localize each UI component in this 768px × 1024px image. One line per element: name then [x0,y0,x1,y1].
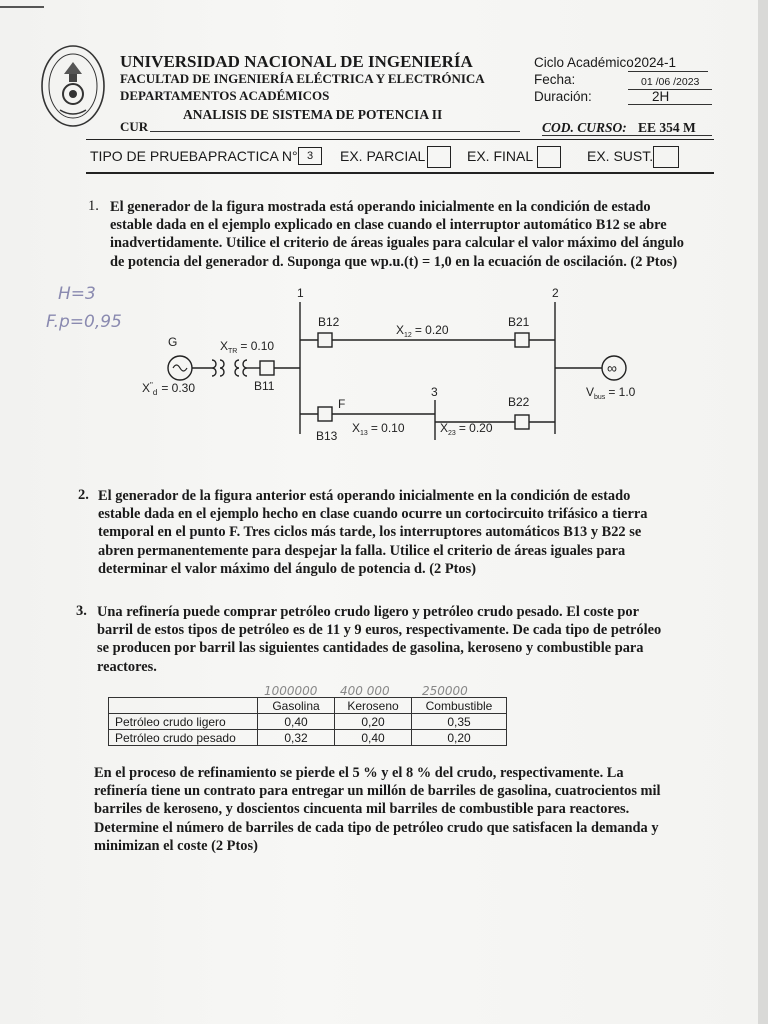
q3-line: Una refinería puede comprar petróleo crudo ligero y petróleo crudo pesado. El coste por [97,604,639,620]
q3-line: En el proceso de refinamiento se pierde el 5 % y el 8 % del crudo, respectivamente. La [94,765,624,781]
duration-underline [628,104,712,105]
test-type-row [90,146,730,170]
q1-line: de potencia del generador d. Suponga que wp.u.(t) = 1,0 en la ecuación de oscilación. (2 Ptos) [110,253,678,270]
practica-number: 3 [306,150,314,162]
table-cell: 0,40 [258,714,335,730]
f-label: F [338,397,346,411]
breaker-b22 [515,415,529,429]
b11-label: B11 [254,379,275,393]
cycle-underline [628,71,708,72]
bus1-label: 1 [297,286,304,300]
q1-text [110,198,730,271]
table-cell: Petróleo crudo ligero [109,714,258,730]
q3-number: 3. [76,603,87,619]
university-name: UNIVERSIDAD NACIONAL DE INGENIERÍA [120,52,473,71]
q1-number: 1. [88,198,99,214]
date-label: Fecha: [534,72,576,87]
x13-label: $X_{13} = 0.10$ [352,421,405,437]
university-seal-logo [40,44,106,128]
cur-underline [150,131,520,132]
code-value: EE 354 M [638,120,696,135]
gen-label: G [168,335,178,349]
handwritten-fp: F.p=0,95 [46,312,122,332]
table-row [109,730,507,746]
q1-line: El generador de la figura mostrada está operando inicialmente en la condición de estado [110,199,651,215]
course-title: ANALISIS DE SISTEMA DE POTENCIA II [183,107,443,122]
breaker-b12 [318,333,332,347]
breaker-b21 [515,333,529,347]
q2-line: abren permanentemente para despejar la falla. Utilice el criterio de áreas iguales para [98,542,626,559]
table-header-cell: Gasolina [258,698,335,714]
hand-quantity-combustible: 250000 [422,684,468,698]
q3-line: Determine el número de barriles de cada tipo de petróleo crudo que satisfacen la demanda y [94,819,659,836]
q3-line: se producen por barril las siguientes cantidades de gasolina, keroseno y combustible para [97,640,644,657]
x23-label: $X_{23} = 0.20$ [440,421,493,437]
b21-label: B21 [508,315,530,329]
table-cell: 0,35 [412,714,507,730]
practica-number-box[interactable] [298,147,322,165]
q3-line: minimizan el coste (2 Ptos) [94,837,258,854]
table-cell: 0,40 [335,730,412,746]
sust-checkbox[interactable] [653,146,679,168]
table-row [109,714,507,730]
q2-number: 2. [78,487,89,503]
q3-text-b [94,764,730,855]
table-cell: 0,20 [335,714,412,730]
departments: DEPARTAMENTOS ACADÉMICOS [120,88,330,103]
b22-label: B22 [508,395,530,409]
parcial-checkbox[interactable] [427,146,451,168]
final-label: EX. FINAL [467,148,534,164]
test-type-label: TIPO DE PRUEBA: [90,148,212,164]
code-label: COD. CURSO: [542,120,627,135]
q2-text [98,487,718,578]
top-mark [0,6,44,8]
table-cell: 0,32 [258,730,335,746]
q3-line: barril de estos tipos de petróleo es de 11 y 9 euros, respectivamente. De cada tipo de petróleo [97,622,662,639]
q2-line: temporal en el punto F. Tres ciclos más tarde, los interruptores automáticos B13 y B22 se [98,524,642,541]
infinite-symbol: ∞ [607,360,617,376]
duration-label: Duración: [534,89,592,104]
table-header-row [109,698,507,714]
q2-line: El generador de la figura anterior está operando inicialmente en la condición de estado [98,488,631,504]
transformer-symbol [212,360,247,376]
vbus-label: $V_{bus} = 1.0$ [586,385,636,401]
bus2-label: 2 [552,286,559,300]
breaker-b13 [318,407,332,421]
final-checkbox[interactable] [537,146,561,168]
q1-line: estable dada en el ejemplo explicado en clase cuando el interruptor automático B12 se abre [110,217,667,234]
table-header-cell: Combustible [412,698,507,714]
faculty-name: FACULTAD DE INGENIERÍA ELÉCTRICA Y ELECTRÓNICA [120,71,485,86]
b12-label: B12 [318,315,340,329]
q2-line: estable dada en el ejemplo hecho en clase cuando ocurre un cortocircuito trifásico a tierra [98,506,648,523]
practica-label: PRACTICA N° [208,148,298,164]
hand-quantity-gasolina: 1000000 [264,684,318,698]
table-header-cell: Keroseno [335,698,412,714]
x12-label: $X_{12} = 0.20$ [396,323,449,339]
table-header-cell [109,698,258,714]
duration-value: 2H [652,89,670,104]
q1-line: inadvertidamente. Utilice el criterio de áreas iguales para calcular el valor máximo del ángulo [110,235,684,252]
parcial-label: EX. PARCIAL [340,148,426,164]
bus3-label: 3 [431,385,438,399]
q2-line: determinar el valor máximo del ángulo de potencia d. (2 Ptos) [98,560,476,577]
hand-quantity-keroseno: 400 000 [340,684,390,698]
cycle-value: 2024-1 [634,55,677,70]
table-cell: 0,20 [412,730,507,746]
code-underline [542,135,712,136]
power-system-diagram [140,282,660,452]
cur-label: CUR [120,119,149,134]
yield-table [108,697,507,746]
xtr-label: $X_{TR} = 0.10$ [220,339,275,355]
q3-text-a [97,603,731,676]
cycle-label: Ciclo Académico: [534,55,638,70]
b13-label: B13 [316,429,338,443]
q3-line: reactores. [97,658,157,675]
q3-line: refinería tiene un contrato para entregar un millón de barriles de gasolina, cuatrocientos mil [94,783,661,800]
handwritten-h: H=3 [58,284,96,304]
header-rule [86,139,714,140]
date-value: 01 /06 /2023 [641,76,700,88]
sust-label: EX. SUST. [587,148,654,164]
q3-line: barriles de keroseno, y doscientos cincuenta mil barriles de combustible para reactores. [94,801,630,818]
date-underline [628,89,712,90]
test-type-rule [86,172,714,174]
table-cell: Petróleo crudo pesado [109,730,258,746]
xd-label: $X^"_d = 0.30$ [142,381,196,397]
breaker-b11 [260,361,274,375]
